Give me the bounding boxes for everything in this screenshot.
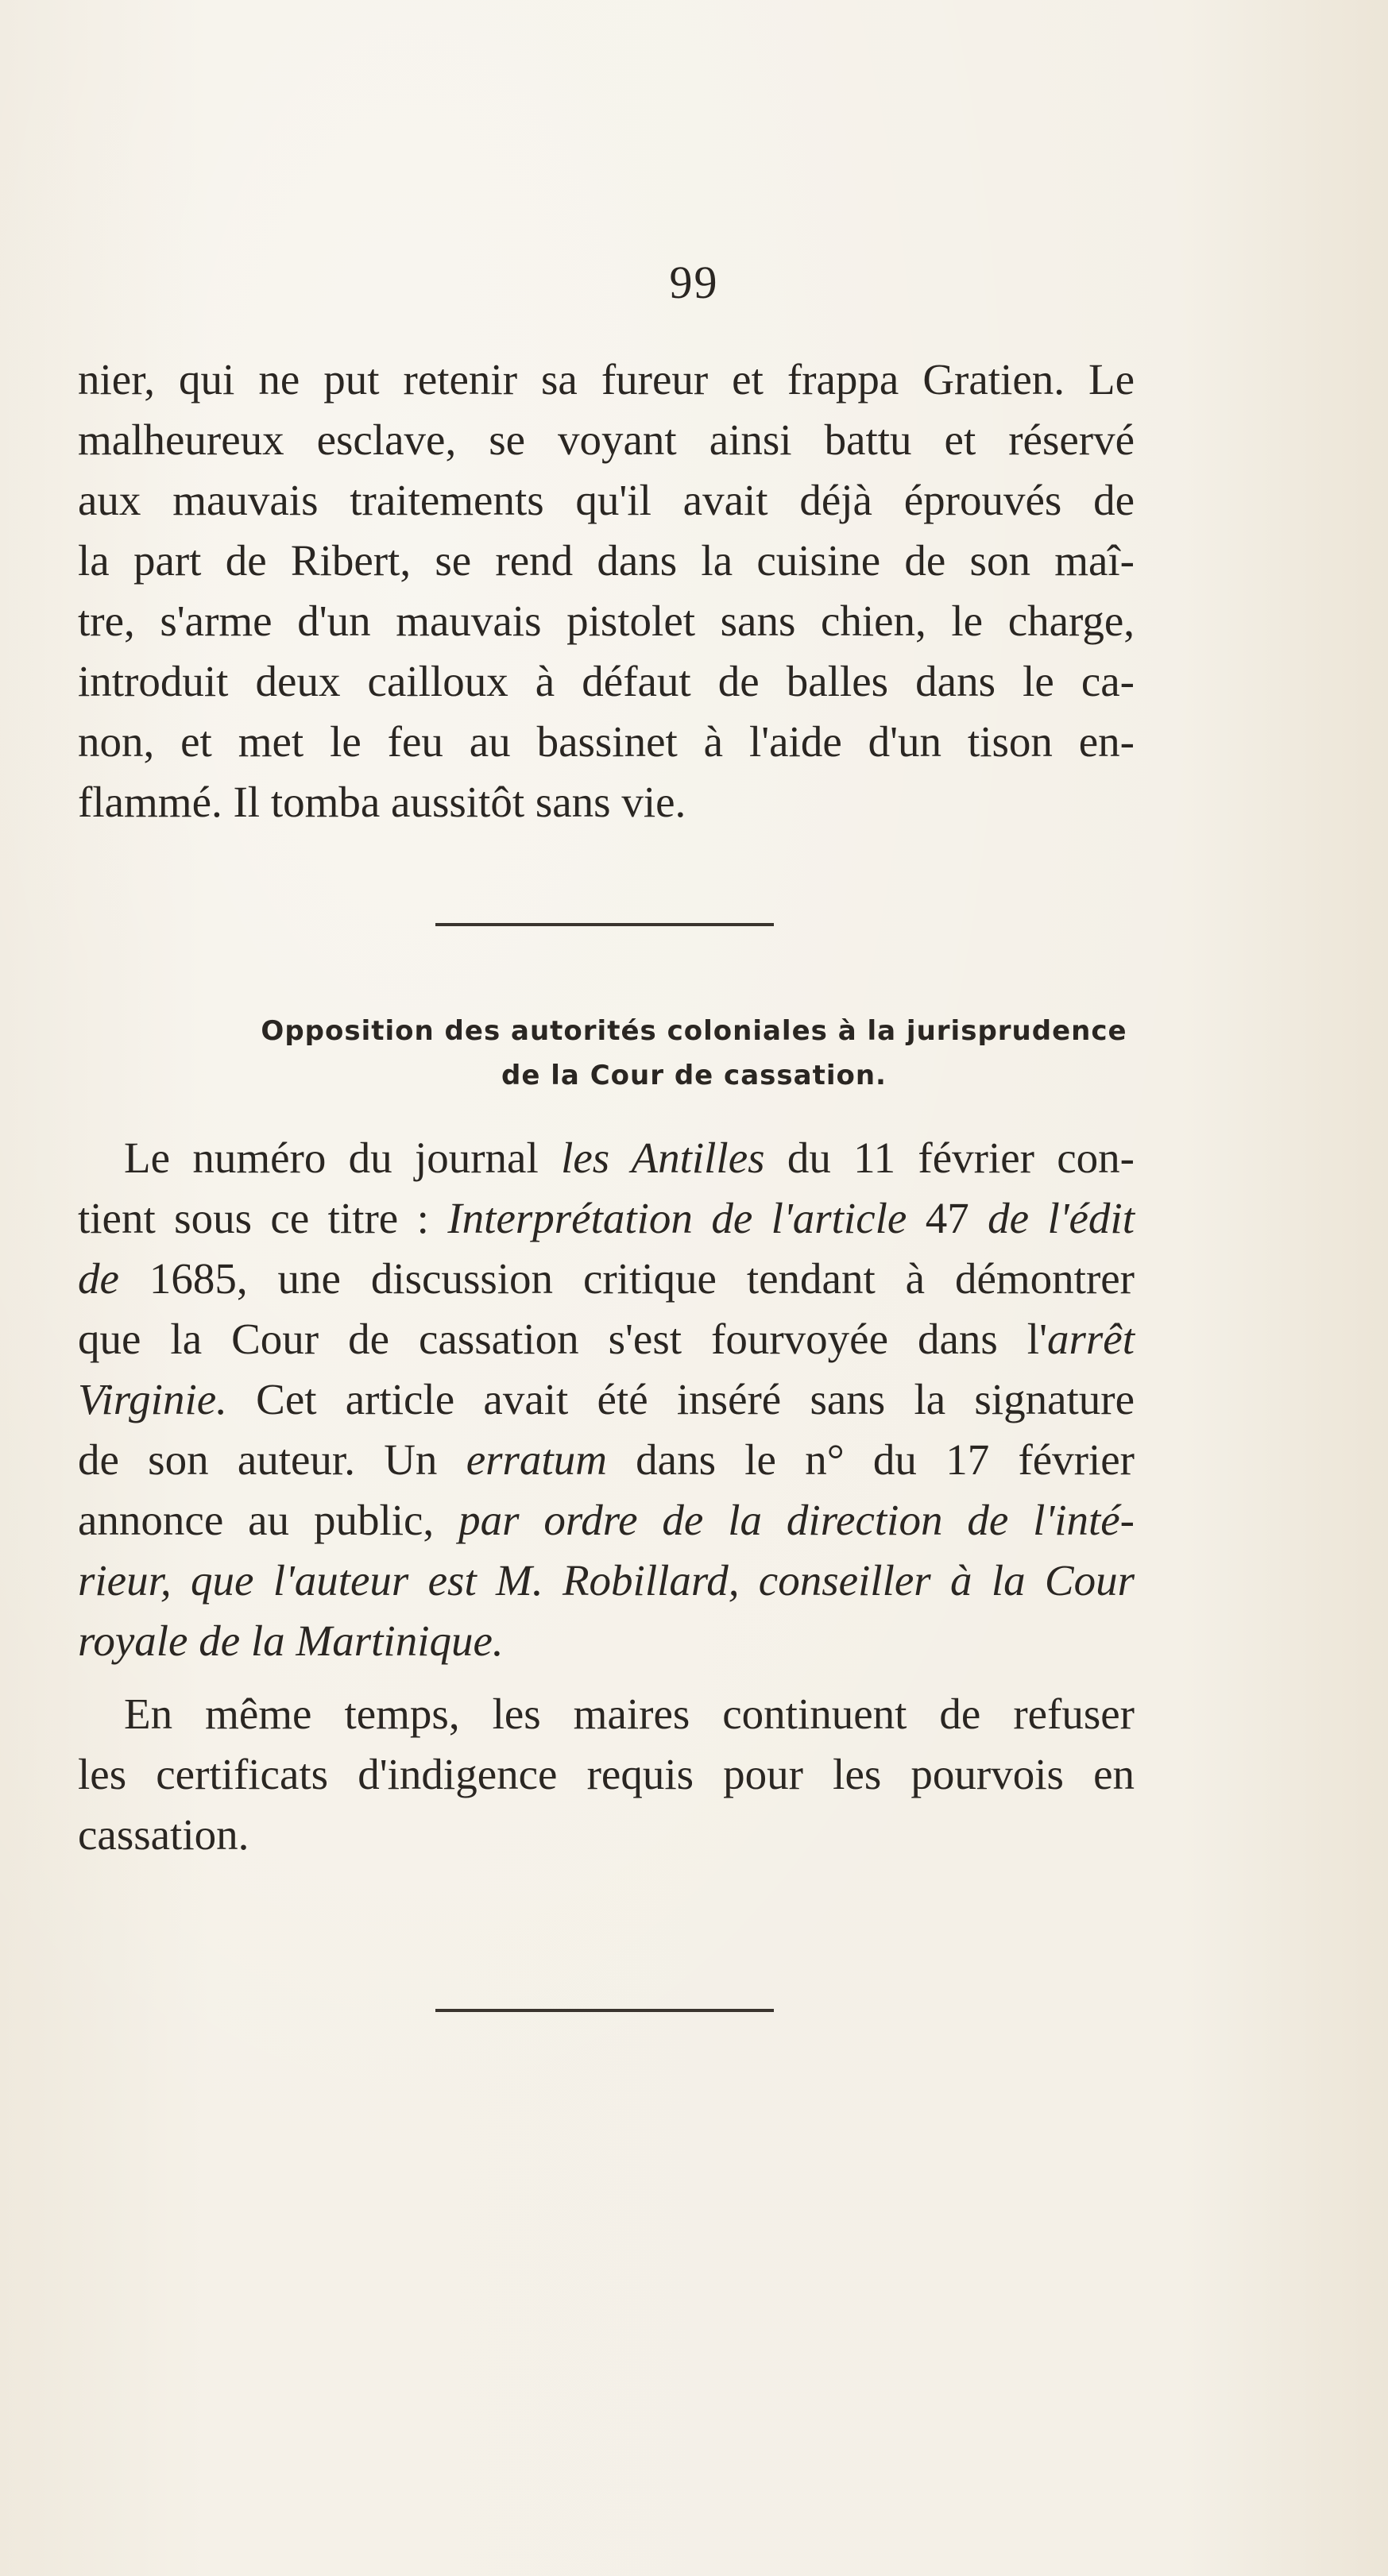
text-line: tient sous ce titre : Interprétation de l'article 47 de l'édit: [78, 1194, 1135, 1242]
text-line: annonce au public, par ordre de la direction de l'inté-: [78, 1496, 1135, 1544]
text-line: royale de la Martinique.: [78, 1616, 504, 1665]
text-line: cassation.: [78, 1810, 249, 1859]
text-line: de son auteur. Un erratum dans le n° du 17 février: [78, 1435, 1135, 1484]
text-line: non, et met le feu au bassinet à l'aide d'un tison en-: [78, 717, 1135, 766]
text-line: En même temps, les maires continuent de refuser: [124, 1690, 1135, 1738]
text-line: la part de Ribert, se rend dans la cuisine de son maî-: [78, 536, 1135, 585]
end-divider: [435, 2009, 774, 2012]
text-line: les certificats d'indigence requis pour les pourvois en: [78, 1750, 1135, 1798]
text-line: introduit deux cailloux à défaut de balles dans le ca-: [78, 657, 1135, 705]
text-line: tre, s'arme d'un mauvais pistolet sans chien, le charge,: [78, 597, 1135, 645]
text-line: flammé. Il tomba aussitôt sans vie.: [78, 778, 686, 826]
text-line: Le numéro du journal les Antilles du 11 février con-: [124, 1134, 1135, 1182]
text-line: rieur, que l'auteur est M. Robillard, conseiller à la Cour: [78, 1556, 1135, 1605]
paragraph-2: [78, 1128, 1135, 1671]
text-line: aux mauvais traitements qu'il avait déjà éprouvés de: [78, 476, 1135, 524]
section-heading: de la Cour de cassation.: [501, 1060, 887, 1091]
text-line: Virginie. Cet article avait été inséré sans la signature: [78, 1375, 1135, 1423]
section-divider: [435, 923, 774, 926]
text-line: que la Cour de cassation s'est fourvoyée dans l'arrêt: [78, 1315, 1135, 1363]
paragraph-1: [78, 350, 1135, 832]
text-line: de 1685, une discussion critique tendant à démontrer: [78, 1254, 1135, 1303]
page-number: 99: [669, 257, 719, 308]
text-line: nier, qui ne put retenir sa fureur et frappa Gratien. Le: [78, 355, 1135, 404]
paragraph-3: [78, 1684, 1135, 1865]
text-line: malheureux esclave, se voyant ainsi battu et réservé: [78, 415, 1135, 464]
section-heading: Opposition des autorités coloniales à la jurisprudence: [261, 1015, 1127, 1047]
